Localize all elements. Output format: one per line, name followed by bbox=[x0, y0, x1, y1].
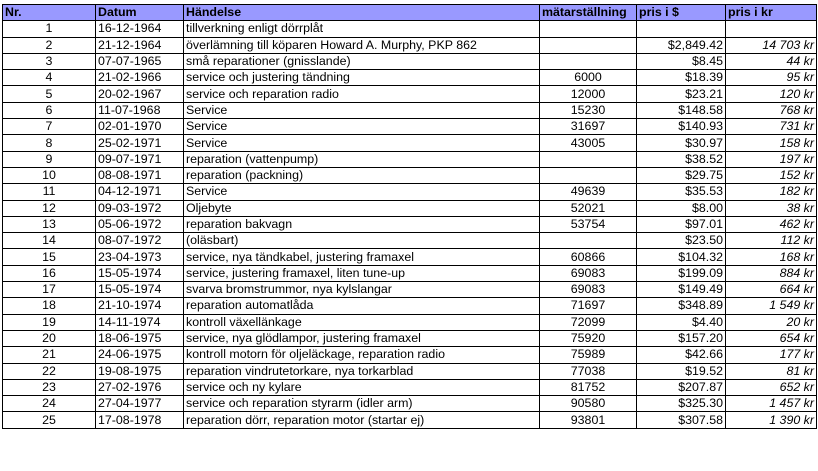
cell-datum[interactable]: 27-04-1977 bbox=[96, 396, 184, 412]
table-row bbox=[3, 282, 817, 298]
cell-pris-usd[interactable]: $199.09 bbox=[637, 265, 726, 281]
cell-matarstallning[interactable]: 93801 bbox=[540, 412, 637, 428]
cell-nr[interactable]: 25 bbox=[3, 412, 96, 428]
cell-nr[interactable]: 18 bbox=[3, 298, 96, 314]
cell-handelse[interactable]: service, nya tändkabel, justering framaxel bbox=[184, 249, 540, 265]
cell-handelse[interactable]: Service bbox=[184, 102, 540, 118]
table-row bbox=[3, 53, 817, 69]
header-datum[interactable]: Datum bbox=[96, 5, 184, 21]
cell-pris-kr[interactable]: 168 kr bbox=[726, 249, 817, 265]
cell-datum[interactable]: 08-07-1972 bbox=[96, 233, 184, 249]
table-row bbox=[3, 135, 817, 151]
cell-datum[interactable]: 24-06-1975 bbox=[96, 347, 184, 363]
header-nr[interactable]: Nr. bbox=[3, 5, 96, 21]
cell-matarstallning[interactable] bbox=[540, 167, 637, 183]
cell-datum[interactable]: 15-05-1974 bbox=[96, 282, 184, 298]
cell-pris-kr[interactable]: 44 kr bbox=[726, 53, 817, 69]
cell-handelse[interactable]: reparation (packning) bbox=[184, 167, 540, 183]
cell-handelse[interactable]: service och reparation styrarm (idler arm) bbox=[184, 396, 540, 412]
table-row bbox=[3, 412, 817, 428]
cell-pris-kr[interactable]: 177 kr bbox=[726, 347, 817, 363]
table-row bbox=[3, 396, 817, 412]
cell-nr[interactable]: 19 bbox=[3, 314, 96, 330]
table-row bbox=[3, 265, 817, 281]
cell-pris-kr[interactable]: 152 kr bbox=[726, 167, 817, 183]
cell-nr[interactable]: 3 bbox=[3, 53, 96, 69]
cell-matarstallning[interactable]: 90580 bbox=[540, 396, 637, 412]
cell-pris-kr[interactable]: 462 kr bbox=[726, 216, 817, 232]
cell-matarstallning[interactable]: 72099 bbox=[540, 314, 637, 330]
cell-handelse[interactable]: reparation bakvagn bbox=[184, 216, 540, 232]
cell-pris-usd[interactable]: $4.40 bbox=[637, 314, 726, 330]
table-row bbox=[3, 86, 817, 102]
cell-pris-usd[interactable]: $157.20 bbox=[637, 330, 726, 346]
cell-pris-usd[interactable]: $30.97 bbox=[637, 135, 726, 151]
cell-pris-kr[interactable]: 14 703 kr bbox=[726, 37, 817, 53]
cell-datum[interactable]: 21-10-1974 bbox=[96, 298, 184, 314]
cell-matarstallning[interactable] bbox=[540, 53, 637, 69]
cell-datum[interactable]: 04-12-1971 bbox=[96, 184, 184, 200]
cell-handelse[interactable]: service, justering framaxel, liten tune-up bbox=[184, 265, 540, 281]
table-row bbox=[3, 249, 817, 265]
cell-datum[interactable]: 17-08-1978 bbox=[96, 412, 184, 428]
cell-pris-usd[interactable]: $42.66 bbox=[637, 347, 726, 363]
cell-handelse[interactable]: små reparationer (gnisslande) bbox=[184, 53, 540, 69]
cell-pris-kr[interactable]: 120 kr bbox=[726, 86, 817, 102]
cell-pris-kr[interactable]: 1 390 kr bbox=[726, 412, 817, 428]
cell-matarstallning[interactable]: 49639 bbox=[540, 184, 637, 200]
cell-pris-usd[interactable]: $140.93 bbox=[637, 119, 726, 135]
cell-pris-usd[interactable]: $8.00 bbox=[637, 200, 726, 216]
cell-handelse[interactable]: överlämning till köparen Howard A. Murphy, PKP 862 bbox=[184, 37, 540, 53]
header-row bbox=[3, 5, 817, 21]
cell-datum[interactable]: 14-11-1974 bbox=[96, 314, 184, 330]
cell-handelse[interactable]: reparation vindrutetorkare, nya torkarblad bbox=[184, 363, 540, 379]
header-pris-usd[interactable]: pris i $ bbox=[637, 5, 726, 21]
cell-datum[interactable]: 08-08-1971 bbox=[96, 167, 184, 183]
cell-pris-kr[interactable]: 768 kr bbox=[726, 102, 817, 118]
cell-pris-usd[interactable]: $104.32 bbox=[637, 249, 726, 265]
service-history-table bbox=[2, 4, 817, 429]
header-matarstallning[interactable]: mätarställning bbox=[540, 5, 637, 21]
table-row bbox=[3, 330, 817, 346]
cell-handelse[interactable]: service, nya glödlampor, justering framaxel bbox=[184, 330, 540, 346]
cell-handelse[interactable]: Service bbox=[184, 119, 540, 135]
cell-nr[interactable]: 22 bbox=[3, 363, 96, 379]
cell-datum[interactable]: 07-07-1965 bbox=[96, 53, 184, 69]
cell-nr[interactable]: 14 bbox=[3, 233, 96, 249]
table-row bbox=[3, 363, 817, 379]
cell-matarstallning[interactable] bbox=[540, 21, 637, 37]
cell-matarstallning[interactable]: 31697 bbox=[540, 119, 637, 135]
cell-pris-usd[interactable]: $29.75 bbox=[637, 167, 726, 183]
cell-pris-kr[interactable]: 884 kr bbox=[726, 265, 817, 281]
cell-pris-kr[interactable]: 654 kr bbox=[726, 330, 817, 346]
cell-pris-kr[interactable]: 81 kr bbox=[726, 363, 817, 379]
cell-matarstallning[interactable] bbox=[540, 151, 637, 167]
cell-nr[interactable]: 21 bbox=[3, 347, 96, 363]
cell-pris-kr[interactable] bbox=[726, 21, 817, 37]
cell-datum[interactable]: 21-12-1964 bbox=[96, 37, 184, 53]
cell-pris-kr[interactable]: 731 kr bbox=[726, 119, 817, 135]
cell-matarstallning[interactable]: 81752 bbox=[540, 379, 637, 395]
cell-datum[interactable]: 20-02-1967 bbox=[96, 86, 184, 102]
cell-datum[interactable]: 15-05-1974 bbox=[96, 265, 184, 281]
cell-matarstallning[interactable]: 75920 bbox=[540, 330, 637, 346]
cell-matarstallning[interactable]: 71697 bbox=[540, 298, 637, 314]
cell-datum[interactable]: 09-07-1971 bbox=[96, 151, 184, 167]
cell-pris-kr[interactable]: 182 kr bbox=[726, 184, 817, 200]
cell-pris-kr[interactable]: 20 kr bbox=[726, 314, 817, 330]
cell-handelse[interactable]: tillverkning enligt dörrplåt bbox=[184, 21, 540, 37]
cell-matarstallning[interactable]: 43005 bbox=[540, 135, 637, 151]
cell-handelse[interactable]: reparation dörr, reparation motor (startar ej) bbox=[184, 412, 540, 428]
table-row bbox=[3, 347, 817, 363]
cell-pris-usd[interactable]: $2,849.42 bbox=[637, 37, 726, 53]
cell-datum[interactable]: 11-07-1968 bbox=[96, 102, 184, 118]
cell-nr[interactable]: 15 bbox=[3, 249, 96, 265]
cell-datum[interactable]: 19-08-1975 bbox=[96, 363, 184, 379]
cell-nr[interactable]: 6 bbox=[3, 102, 96, 118]
cell-nr[interactable]: 12 bbox=[3, 200, 96, 216]
cell-handelse[interactable]: service och justering tändning bbox=[184, 70, 540, 86]
cell-matarstallning[interactable]: 15230 bbox=[540, 102, 637, 118]
cell-pris-kr[interactable]: 652 kr bbox=[726, 379, 817, 395]
cell-pris-kr[interactable]: 664 kr bbox=[726, 282, 817, 298]
cell-datum[interactable]: 27-02-1976 bbox=[96, 379, 184, 395]
cell-handelse[interactable]: Oljebyte bbox=[184, 200, 540, 216]
cell-matarstallning[interactable]: 6000 bbox=[540, 70, 637, 86]
table-row bbox=[3, 119, 817, 135]
table-row bbox=[3, 167, 817, 183]
cell-nr[interactable]: 20 bbox=[3, 330, 96, 346]
cell-pris-usd[interactable]: $149.49 bbox=[637, 282, 726, 298]
cell-matarstallning[interactable]: 12000 bbox=[540, 86, 637, 102]
cell-nr[interactable]: 9 bbox=[3, 151, 96, 167]
cell-nr[interactable]: 1 bbox=[3, 21, 96, 37]
table-row bbox=[3, 200, 817, 216]
cell-pris-kr[interactable]: 38 kr bbox=[726, 200, 817, 216]
cell-pris-usd[interactable]: $35.53 bbox=[637, 184, 726, 200]
table-row bbox=[3, 102, 817, 118]
cell-pris-usd[interactable]: $307.58 bbox=[637, 412, 726, 428]
cell-handelse[interactable]: kontroll växellänkage bbox=[184, 314, 540, 330]
cell-pris-kr[interactable]: 112 kr bbox=[726, 233, 817, 249]
cell-matarstallning[interactable]: 53754 bbox=[540, 216, 637, 232]
cell-datum[interactable]: 09-03-1972 bbox=[96, 200, 184, 216]
cell-pris-usd[interactable]: $148.58 bbox=[637, 102, 726, 118]
cell-nr[interactable]: 5 bbox=[3, 86, 96, 102]
cell-nr[interactable]: 13 bbox=[3, 216, 96, 232]
cell-matarstallning[interactable]: 60866 bbox=[540, 249, 637, 265]
cell-pris-usd[interactable]: $23.21 bbox=[637, 86, 726, 102]
cell-pris-kr[interactable]: 95 kr bbox=[726, 70, 817, 86]
table-row bbox=[3, 37, 817, 53]
cell-nr[interactable]: 2 bbox=[3, 37, 96, 53]
cell-handelse[interactable]: (oläsbart) bbox=[184, 233, 540, 249]
cell-nr[interactable]: 7 bbox=[3, 119, 96, 135]
cell-handelse[interactable]: Service bbox=[184, 184, 540, 200]
table-row bbox=[3, 314, 817, 330]
cell-handelse[interactable]: reparation (vattenpump) bbox=[184, 151, 540, 167]
cell-pris-kr[interactable]: 1 549 kr bbox=[726, 298, 817, 314]
table-row bbox=[3, 184, 817, 200]
cell-datum[interactable]: 23-04-1973 bbox=[96, 249, 184, 265]
cell-pris-usd[interactable]: $19.52 bbox=[637, 363, 726, 379]
cell-pris-kr[interactable]: 197 kr bbox=[726, 151, 817, 167]
table-row bbox=[3, 151, 817, 167]
cell-pris-usd[interactable] bbox=[637, 21, 726, 37]
cell-nr[interactable]: 11 bbox=[3, 184, 96, 200]
cell-datum[interactable]: 21-02-1966 bbox=[96, 70, 184, 86]
cell-datum[interactable]: 25-02-1971 bbox=[96, 135, 184, 151]
cell-matarstallning[interactable]: 75989 bbox=[540, 347, 637, 363]
cell-pris-usd[interactable]: $23.50 bbox=[637, 233, 726, 249]
cell-nr[interactable]: 10 bbox=[3, 167, 96, 183]
cell-handelse[interactable]: kontroll motorn för oljeläckage, reparation radio bbox=[184, 347, 540, 363]
cell-pris-kr[interactable]: 158 kr bbox=[726, 135, 817, 151]
cell-pris-usd[interactable]: $97.01 bbox=[637, 216, 726, 232]
cell-pris-usd[interactable]: $8.45 bbox=[637, 53, 726, 69]
table-row bbox=[3, 70, 817, 86]
table-row bbox=[3, 298, 817, 314]
cell-datum[interactable]: 02-01-1970 bbox=[96, 119, 184, 135]
cell-handelse[interactable]: reparation automatlåda bbox=[184, 298, 540, 314]
cell-matarstallning[interactable] bbox=[540, 233, 637, 249]
cell-nr[interactable]: 4 bbox=[3, 70, 96, 86]
cell-matarstallning[interactable] bbox=[540, 37, 637, 53]
table-row bbox=[3, 233, 817, 249]
header-handelse[interactable]: Händelse bbox=[184, 5, 540, 21]
table-row bbox=[3, 21, 817, 37]
cell-pris-usd[interactable]: $348.89 bbox=[637, 298, 726, 314]
cell-handelse[interactable]: service och reparation radio bbox=[184, 86, 540, 102]
cell-pris-usd[interactable]: $325.30 bbox=[637, 396, 726, 412]
cell-nr[interactable]: 23 bbox=[3, 379, 96, 395]
cell-nr[interactable]: 8 bbox=[3, 135, 96, 151]
header-pris-kr[interactable]: pris i kr bbox=[726, 5, 817, 21]
cell-handelse[interactable]: service och ny kylare bbox=[184, 379, 540, 395]
cell-matarstallning[interactable]: 52021 bbox=[540, 200, 637, 216]
table-row bbox=[3, 216, 817, 232]
cell-pris-usd[interactable]: $38.52 bbox=[637, 151, 726, 167]
cell-matarstallning[interactable]: 69083 bbox=[540, 282, 637, 298]
cell-handelse[interactable]: svarva bromstrummor, nya kylslangar bbox=[184, 282, 540, 298]
cell-nr[interactable]: 16 bbox=[3, 265, 96, 281]
cell-datum[interactable]: 05-06-1972 bbox=[96, 216, 184, 232]
cell-handelse[interactable]: Service bbox=[184, 135, 540, 151]
cell-nr[interactable]: 17 bbox=[3, 282, 96, 298]
cell-nr[interactable]: 24 bbox=[3, 396, 96, 412]
cell-datum[interactable]: 16-12-1964 bbox=[96, 21, 184, 37]
table-row bbox=[3, 379, 817, 395]
cell-matarstallning[interactable]: 69083 bbox=[540, 265, 637, 281]
cell-pris-usd[interactable]: $18.39 bbox=[637, 70, 726, 86]
cell-datum[interactable]: 18-06-1975 bbox=[96, 330, 184, 346]
cell-pris-kr[interactable]: 1 457 kr bbox=[726, 396, 817, 412]
cell-pris-usd[interactable]: $207.87 bbox=[637, 379, 726, 395]
cell-matarstallning[interactable]: 77038 bbox=[540, 363, 637, 379]
